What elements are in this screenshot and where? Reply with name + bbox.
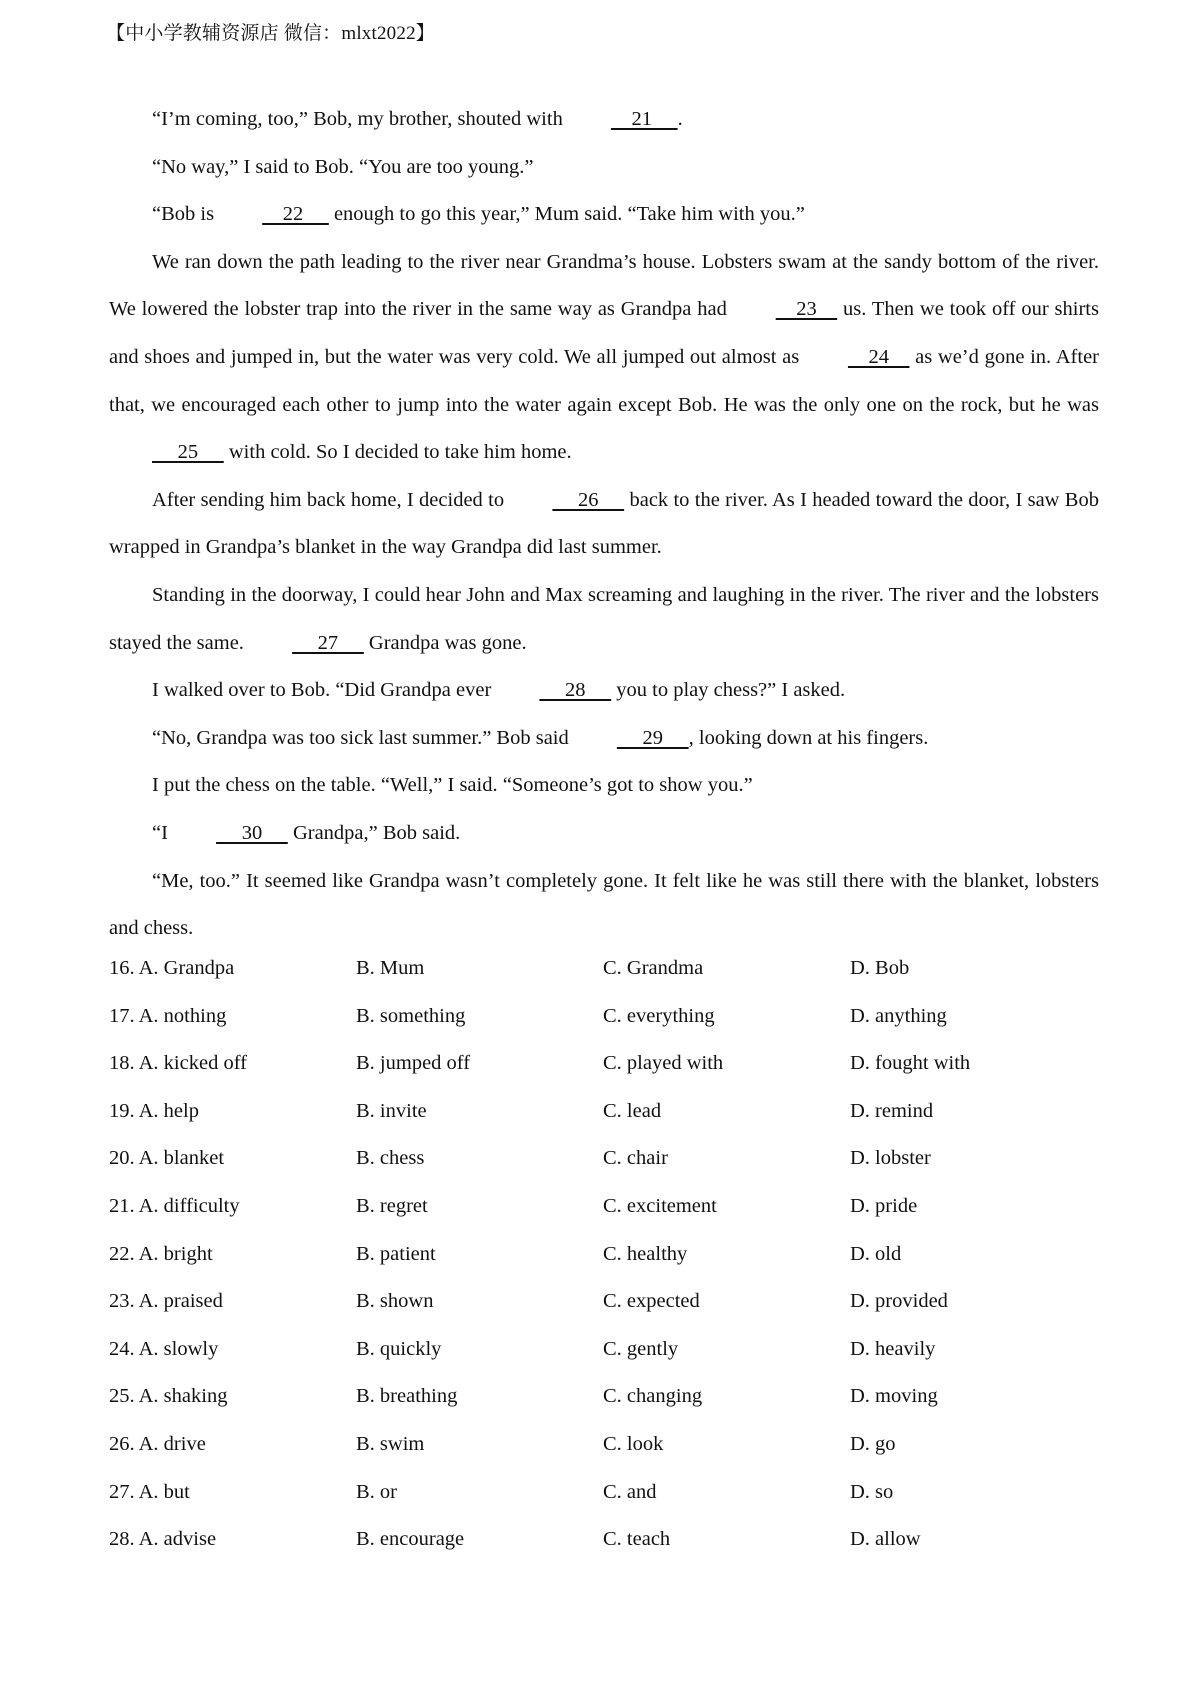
- option-c: C. and: [603, 1480, 657, 1503]
- option-text: A. help: [138, 1099, 199, 1122]
- option-text: A. nothing: [138, 1004, 227, 1027]
- option-a: [109, 993, 356, 1041]
- option-d: D. heavily: [850, 1337, 936, 1360]
- option-text: A. but: [138, 1480, 190, 1503]
- passage-paragraph: [109, 667, 1099, 715]
- option-d: D. pride: [850, 1194, 918, 1217]
- passage-text: as we’d gone in. After that, we encouraged each other to jump into the water again except Bob. He was the only one on the rock, but he was: [109, 345, 1099, 416]
- option-c: C. everything: [603, 1004, 715, 1027]
- passage-text: “No way,” I said to Bob. “You are too young.”: [152, 155, 534, 178]
- option-b: B. or: [356, 1480, 397, 1503]
- question-number: 20.: [109, 1147, 135, 1170]
- option-a: [109, 1516, 356, 1564]
- option-c: C. excitement: [603, 1194, 717, 1217]
- passage-text: .: [677, 108, 683, 130]
- question-row-20: [109, 1135, 1099, 1183]
- question-number: 22.: [109, 1242, 135, 1265]
- question-number: 26.: [109, 1432, 135, 1455]
- question-row-25: [109, 1373, 1099, 1421]
- blank-29: 29: [616, 726, 689, 749]
- passage-text: enough to go this year,” Mum said. “Take him with you.”: [328, 203, 805, 226]
- passage-text: Grandpa was gone.: [363, 631, 527, 654]
- option-d: D. moving: [850, 1385, 938, 1408]
- question-row-27: [109, 1469, 1099, 1517]
- option-c: C. changing: [603, 1385, 703, 1408]
- option-c: C. teach: [603, 1528, 671, 1551]
- option-a: [109, 1326, 356, 1374]
- passage-text: “Bob is: [152, 203, 220, 226]
- passage-text: Standing in the doorway, I could hear John and Max screaming and laughing in the river. The river and the lobsters stayed the same.: [109, 583, 1099, 654]
- passage-text: I walked over to Bob. “Did Grandpa ever: [152, 679, 497, 702]
- passage-text: you to play chess?” I asked.: [611, 679, 846, 702]
- option-a: [109, 1373, 356, 1421]
- option-b: B. patient: [356, 1242, 436, 1265]
- option-a: [109, 1469, 356, 1517]
- option-b: B. jumped off: [356, 1052, 471, 1075]
- question-number: 17.: [109, 1004, 135, 1027]
- question-row-23: [109, 1278, 1099, 1326]
- option-c: C. gently: [603, 1337, 679, 1360]
- question-number: 27.: [109, 1480, 135, 1503]
- option-b: B. quickly: [356, 1337, 442, 1360]
- option-text: A. slowly: [138, 1337, 219, 1360]
- option-a: [109, 1183, 356, 1231]
- option-text: A. bright: [138, 1242, 213, 1265]
- passage-paragraph: [109, 239, 1099, 477]
- question-number: 16.: [109, 957, 135, 979]
- option-d: D. lobster: [850, 1147, 931, 1170]
- option-text: A. drive: [138, 1432, 206, 1455]
- option-d: D. anything: [850, 1004, 947, 1027]
- passage-paragraph: [109, 858, 1099, 953]
- blank-21: 21: [610, 108, 678, 130]
- option-a: [109, 1231, 356, 1279]
- blank-23: 23: [775, 298, 838, 321]
- option-d: D. Bob: [850, 957, 910, 979]
- blank-24: 24: [847, 345, 910, 368]
- passage-text: back to the river. As I headed toward the door, I saw Bob wrapped in Grandpa’s blanket in the way Grandpa did last summer.: [109, 488, 1099, 559]
- question-row-28: [109, 1516, 1099, 1564]
- option-b: B. chess: [356, 1147, 425, 1170]
- passage-text: We ran down the path leading to the river near Grandma’s house. Lobsters swam at the sandy bottom of the river. We lowered the lobster trap into the river in the same way as Grandpa had: [109, 250, 1099, 321]
- page-header: 【中小学教辅资源店 微信：mlxt2022】: [106, 23, 435, 44]
- option-c: C. look: [603, 1432, 664, 1455]
- question-number: 24.: [109, 1337, 135, 1360]
- passage-text: “Me, too.” It seemed like Grandpa wasn’t completely gone. It felt like he was still there with the blanket, lobsters and chess.: [109, 869, 1099, 940]
- option-b: B. encourage: [356, 1528, 465, 1551]
- passage-text: “No, Grandpa was too sick last summer.” Bob said: [152, 726, 574, 749]
- option-b: B. shown: [356, 1290, 434, 1313]
- question-row-26: [109, 1421, 1099, 1469]
- option-text: A. shaking: [138, 1385, 228, 1408]
- question-row-21: [109, 1183, 1099, 1231]
- option-text: A. advise: [138, 1528, 217, 1551]
- option-text: A. praised: [138, 1290, 223, 1313]
- passage-text: us. Then we took off our shirts and shoes and jumped in, but the water was very cold. We all jumped out almost as: [109, 298, 1099, 368]
- option-b: B. breathing: [356, 1385, 458, 1408]
- passage-text: I put the chess on the table. “Well,” I said. “Someone’s got to show you.”: [152, 774, 753, 797]
- blank-30: 30: [216, 821, 288, 844]
- question-row-19: [109, 1088, 1099, 1136]
- option-b: B. something: [356, 1004, 466, 1027]
- option-d: D. remind: [850, 1099, 934, 1122]
- option-a: [109, 945, 356, 993]
- question-row-22: [109, 1231, 1099, 1279]
- option-d: D. fought with: [850, 1052, 971, 1075]
- passage-text: “I: [152, 821, 174, 844]
- option-text: A. blanket: [138, 1147, 225, 1170]
- option-text: A. kicked off: [138, 1052, 247, 1075]
- option-b: B. regret: [356, 1194, 428, 1217]
- option-b: B. Mum: [356, 957, 425, 979]
- option-a: [109, 1278, 356, 1326]
- option-d: D. allow: [850, 1528, 921, 1551]
- question-row-16: [109, 945, 1099, 993]
- option-d: D. old: [850, 1242, 902, 1265]
- passage-paragraph: [109, 96, 1099, 144]
- option-c: C. played with: [603, 1052, 724, 1075]
- option-c: C. Grandma: [603, 957, 704, 979]
- question-number: 23.: [109, 1290, 135, 1313]
- option-a: [109, 1421, 356, 1469]
- question-number: 28.: [109, 1528, 135, 1551]
- question-row-24: [109, 1326, 1099, 1374]
- blank-22: 22: [262, 203, 329, 226]
- option-a: [109, 1040, 356, 1088]
- option-b: B. swim: [356, 1432, 425, 1455]
- passage-paragraph: [109, 144, 1099, 192]
- question-row-17: [109, 993, 1099, 1041]
- question-number: 21.: [109, 1194, 135, 1217]
- passage-paragraph: [109, 762, 1099, 810]
- passage-text: After sending him back home, I decided to: [152, 488, 510, 511]
- passage-text: “I’m coming, too,” Bob, my brother, shouted with: [152, 108, 568, 130]
- option-a: [109, 1135, 356, 1183]
- passage-paragraph: [109, 477, 1099, 572]
- option-c: C. healthy: [603, 1242, 688, 1265]
- option-b: B. invite: [356, 1099, 427, 1122]
- passage-paragraph: [109, 572, 1099, 667]
- option-d: D. so: [850, 1480, 894, 1503]
- question-number: 19.: [109, 1099, 135, 1122]
- blank-27: 27: [292, 631, 364, 654]
- option-c: C. chair: [603, 1147, 668, 1170]
- passage-paragraph: [109, 810, 1099, 858]
- reading-passage: [109, 96, 1099, 953]
- blank-28: 28: [539, 679, 612, 702]
- option-c: C. lead: [603, 1099, 662, 1122]
- passage-text: with cold. So I decided to take him home.: [223, 441, 572, 464]
- passage-paragraph: [109, 715, 1099, 763]
- option-d: D. go: [850, 1432, 896, 1455]
- option-text: A. Grandpa: [138, 957, 235, 979]
- blank-26: 26: [552, 488, 625, 511]
- passage-paragraph: [109, 191, 1099, 239]
- blank-25: 25: [152, 441, 224, 464]
- option-c: C. expected: [603, 1290, 700, 1313]
- answer-options: [109, 945, 1099, 1564]
- option-d: D. provided: [850, 1290, 948, 1313]
- passage-text: , looking down at his fingers.: [688, 726, 929, 749]
- option-text: A. difficulty: [138, 1194, 240, 1217]
- question-number: 25.: [109, 1385, 135, 1408]
- option-a: [109, 1088, 356, 1136]
- question-number: 18.: [109, 1052, 135, 1075]
- passage-text: Grandpa,” Bob said.: [287, 821, 461, 844]
- question-row-18: [109, 1040, 1099, 1088]
